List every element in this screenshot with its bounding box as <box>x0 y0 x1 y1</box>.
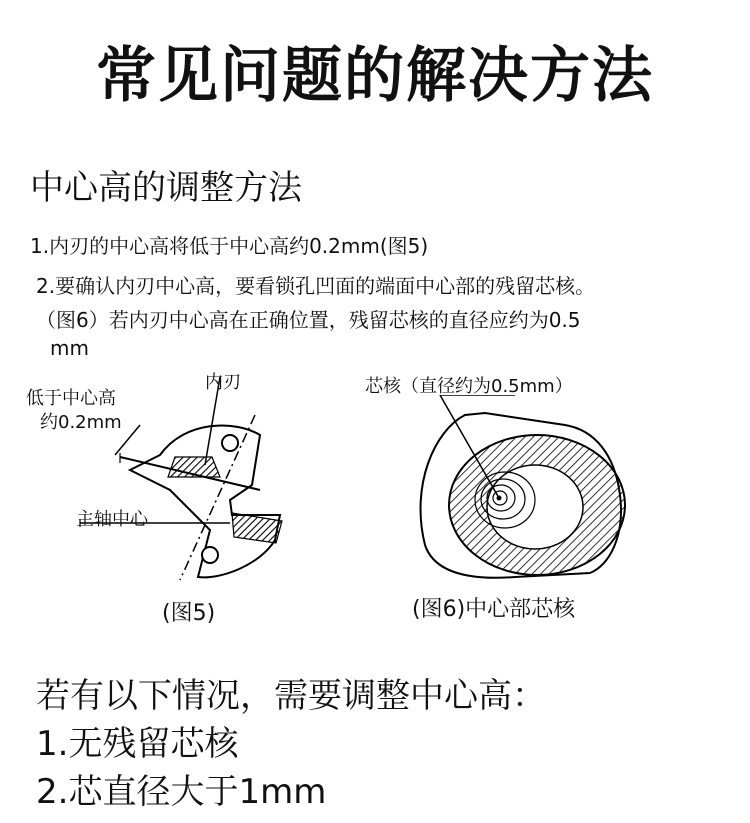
condition-item-2: 2.芯直径大于1mm <box>36 772 327 812</box>
page-title: 常见问题的解决方法 <box>96 41 654 111</box>
step-2-line-2: （图6）若内刃中心高在正确位置，残留芯核的直径应约为0.5 <box>36 308 581 332</box>
conditions-heading: 若有以下情况，需要调整中心高： <box>36 676 546 716</box>
step-2-line-1: 2.要确认内刃中心高，要看锁孔凹面的端面中心部的残留芯核。 <box>36 274 596 298</box>
lower-hole <box>202 547 218 563</box>
figure-6-caption: (图6)中心部芯核 <box>412 597 576 622</box>
upper-hole <box>222 435 238 451</box>
step-2-line-3: mm <box>50 336 89 360</box>
figure-6-diagram <box>405 395 630 590</box>
inner-blade-label: 内刃 <box>205 372 241 393</box>
condition-item-1: 1.无残留芯核 <box>36 724 239 764</box>
section-title: 中心高的调整方法 <box>30 168 302 208</box>
inner-hollow <box>487 465 583 549</box>
step-1-text: 1.内刃的中心高将低于中心高约0.2mm(图5) <box>30 234 429 258</box>
core-label: 芯核（直径约为0.5mm） <box>365 376 573 397</box>
figure-5-caption: (图5) <box>162 601 216 626</box>
lower-than-center-label-line1: 低于中心高 <box>26 388 116 409</box>
spindle-center-label: 主轴中心 <box>76 509 148 530</box>
lower-than-center-label-line2: 约0.2mm <box>40 412 122 433</box>
